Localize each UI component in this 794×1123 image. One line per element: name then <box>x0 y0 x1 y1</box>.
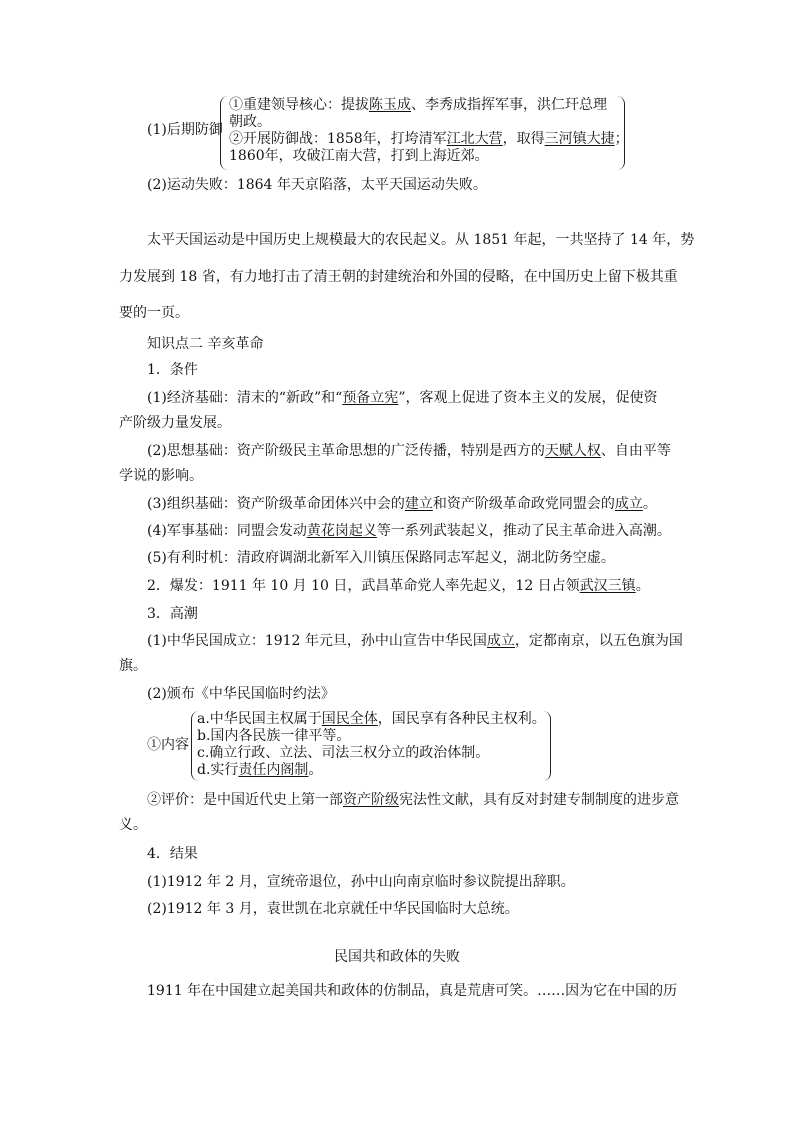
movement-failure: (2)运动失败：1864 年天京陷落，太平天国运动失败。 <box>147 177 487 193</box>
defense-item-2-cont: 1860年，攻破江南大营，打到上海近郊。 <box>229 148 489 164</box>
content-item-a: a.中华民国主权属于国民全体，国民享有各种民主权利。 <box>197 711 546 727</box>
defense-item-2: ②开展防御战：1858年，打垮清军江北大营，取得三河镇大捷； <box>229 131 629 147</box>
subsection-result: 4．结果 <box>147 846 198 862</box>
condition-organizational: (3)组织基础：资产阶级革命团体兴中会的建立和资产阶级革命政党同盟会的成立。 <box>147 496 657 512</box>
condition-ideological-cont: 学说的影响。 <box>119 468 203 484</box>
subsection-climax: 3．高潮 <box>147 606 198 622</box>
content-label: ①内容 <box>147 737 189 753</box>
defense-item-1: ①重建领导核心：提拔陈玉成、李秀成指挥军事，洪仁玕总理 <box>229 97 607 113</box>
roc-founded: (1)中华民国成立：1912 年元旦，孙中山宣告中华民国成立，定都南京，以五色旗为国 <box>147 633 683 649</box>
condition-military: (4)军事基础：同盟会发动黄花岗起义等一系列武装起义，推动了民主革命进入高潮。 <box>147 523 671 539</box>
left-brace <box>220 96 229 170</box>
evaluation: ②评价：是中国近代史上第一部资产阶级宪法性文献，具有反对封建专制制度的进步意 <box>147 792 679 808</box>
condition-economic: (1)经济基础：清末的“新政”和“预备立宪”，客观上促进了资本主义的发展，促使资 <box>147 390 658 406</box>
content-item-c: c.确立行政、立法、司法三权分立的政治体制。 <box>197 745 490 761</box>
roc-founded-cont: 旗。 <box>119 658 147 674</box>
content-item-b: b.国内各民族一律平等。 <box>197 728 351 744</box>
summary-line-3: 要的一页。 <box>119 305 189 321</box>
condition-economic-cont: 产阶级力量发展。 <box>119 415 231 431</box>
section-title-kp2: 知识点二 辛亥革命 <box>147 336 264 352</box>
summary-line-2: 力发展到 18 省，有力地打击了清王朝的封建统治和外国的侵略，在中国历史上留下极其重 <box>119 269 678 285</box>
late-defense-label: (1)后期防御 <box>147 122 223 138</box>
summary-line-1: 太平天国运动是中国历史上规模最大的农民起义。从 1851 年起，一共坚持了 14 年，势 <box>147 232 695 248</box>
condition-ideological: (2)思想基础：资产阶级民主革命思想的广泛传播，特别是西方的天赋人权、自由平等 <box>147 443 671 459</box>
evaluation-cont: 义。 <box>119 817 147 833</box>
subsection-conditions: 1．条件 <box>147 362 198 378</box>
condition-opportunity: (5)有利时机：清政府调湖北新军入川镇压保路同志军起义，湖北防务空虚。 <box>147 550 615 566</box>
content-right-brace <box>542 711 551 781</box>
result-2: (2)1912 年 3 月，袁世凯在北京就任中华民国临时大总统。 <box>147 901 519 917</box>
right-brace <box>616 96 625 170</box>
reading-title: 民国共和政体的失败 <box>334 949 460 965</box>
result-1: (1)1912 年 2 月，宣统帝退位，孙中山向南京临时参议院提出辞职。 <box>147 874 575 890</box>
defense-item-1-cont: 朝政。 <box>229 114 271 130</box>
outbreak: 2．爆发：1911 年 10 月 10 日，武昌革命党人率先起义，12 日占领武汉三镇。 <box>147 578 650 594</box>
content-item-d: d.实行责任内阁制。 <box>197 762 323 778</box>
provisional-constitution: (2)颁布《中华民国临时约法》 <box>147 686 335 702</box>
reading-line-1: 1911 年在中国建立起美国共和政体的仿制品，真是荒唐可笑。……因为它在中国的历 <box>147 983 678 999</box>
